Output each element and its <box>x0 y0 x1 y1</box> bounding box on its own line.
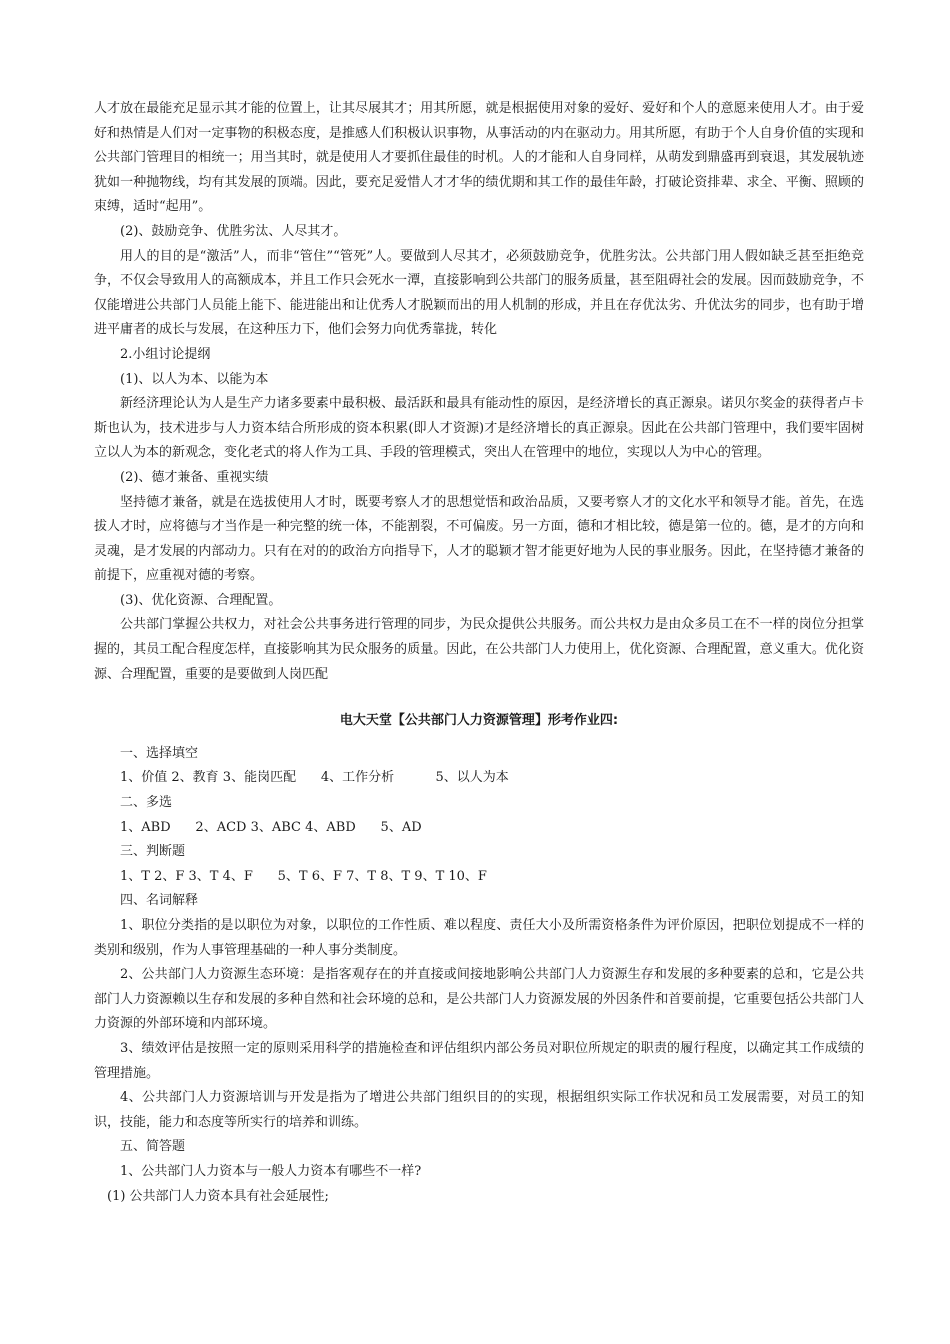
paragraph-people-oriented: 新经济理论认为人是生产力诸多要素中最积极、最活跃和最具有能动性的原因，是经济增长的真正源泉。诺贝尔奖金的获得者卢卡斯也认为，技术进步与人力资本结合所形成的资本积累(即人才资源)才是经济增长的真正源泉。因此在公共部门管理中，我们要牢固树立以人为本的新观念，变化老式的将人作为工具、手段的管理模式，突出人在管理中的地位，实现以人为中心的管理。 <box>94 396 864 461</box>
definition-position-classification: 1、职位分类指的是以职位为对象，以职位的工作性质、难以程度、责任大小及所需资格条件为评价原因，把职位划提成不一样的类别和级别，作为人事管理基础的一种人事分类制度。 <box>94 918 864 958</box>
assignment-title: 电大天堂【公共部门人力资源管理】形考作业四: <box>339 713 619 729</box>
heading-true-false: 三、判断题 <box>120 844 186 860</box>
heading-virtue-talent: (2)、德才兼备、重视实绩 <box>120 469 269 485</box>
heading-short-answer: 五、简答题 <box>120 1139 186 1155</box>
heading-optimize-resources: (3)、优化资源、合理配置。 <box>120 592 282 608</box>
heading-multiple-choice: 二、多选 <box>120 795 173 811</box>
heading-people-oriented: (1)、以人为本、以能为本 <box>120 371 269 387</box>
paragraph-optimize-resources: 公共部门掌握公共权力，对社会公共事务进行管理的同步，为民众提供公共服务。而公共权力是由众多员工在不一样的岗位分担掌握的，其员工配合程度怎样，直接影响其为民众服务的质量。因此，在公共部门人力使用上，优化资源、合理配置，意义重大。优化资源、合理配置，重要的是要做到人岗匹配 <box>94 617 864 682</box>
answer-1-point-1: (1) 公共部门人力资本具有社会延展性; <box>107 1188 329 1204</box>
document-page <box>94 97 864 1209</box>
heading-discussion-outline: 2.小组讨论提纲 <box>120 346 211 362</box>
question-1: 1、公共部门人力资本与一般人力资本有哪些不一样? <box>120 1163 422 1179</box>
heading-fill-in: 一、选择填空 <box>120 745 199 761</box>
answers-multiple-choice: 1、ABD 2、ACD 3、ABC 4、ABD 5、AD <box>120 819 422 835</box>
heading-definitions: 四、名词解释 <box>120 893 199 909</box>
answers-true-false: 1、T 2、F 3、T 4、F 5、T 6、F 7、T 8、T 9、T 10、F <box>120 868 487 884</box>
paragraph-virtue-talent: 坚持德才兼备，就是在选拔使用人才时，既要考察人才的思想觉悟和政治品质，又要考察人才的文化水平和领导才能。首先，在选拔人才时，应将德与才当作是一种完整的统一体，不能割裂，不可偏废。另一方面，德和才相比较，德是第一位的。德，是才的方向和灵魂，是才发展的内部动力。只有在对的的政治方向指导下，人才的聪颖才智才能更好地为人民的事业服务。因此，在坚持德才兼备的前提下，应重视对德的考察。 <box>94 494 864 584</box>
definition-ecological-environment: 2、公共部门人力资源生态环境：是指客观存在的并直接或间接地影响公共部门人力资源生存和发展的多种要素的总和，它是公共部门人力资源赖以生存和发展的多种自然和社会环境的总和，是公共部门人力资源发展的外因条件和首要前提，它重要包括公共部门人力资源的外部环境和内部环境。 <box>94 967 864 1032</box>
paragraph-competition: 用人的目的是“激活”人，而非“管住”“管死”人。要做到人尽其才，必须鼓励竞争，优胜劣汰。公共部门用人假如缺乏甚至拒绝竞争，不仅会导致用人的高额成本，并且工作只会死水一潭，直接影响到公共部门的服务质量，甚至阻碍社会的发展。因而鼓励竞争，不仅能增进公共部门人员能上能下、能进能出和让优秀人才脱颖而出的用人机制的形成，并且在存优汰劣、升优汰劣的同步，也有助于增进平庸者的成长与发展，在这种压力下，他们会努力向优秀靠拢，转化 <box>94 248 864 338</box>
answers-fill-in: 1、价值 2、教育 3、能岗匹配 4、工作分析 5、以人为本 <box>120 770 509 786</box>
definition-performance-evaluation: 3、绩效评估是按照一定的原则采用科学的措施检查和评估组织内部公务员对职位所规定的职责的履行程度，以确定其工作成绩的管理措施。 <box>94 1040 864 1081</box>
paragraph-talent-placement: 人才放在最能充足显示其才能的位置上，让其尽展其才；用其所愿，就是根据使用对象的爱好、爱好和个人的意愿来使用人才。由于爱好和热情是人们对一定事物的积极态度，是推感人们积极认识事物，从事活动的内在驱动力。用其所愿，有助于个人自身价值的实现和公共部门管理目的相统一；用当其时，就是使用人才要抓住最佳的时机。人的才能和人自身同样，从萌发到鼎盛再到衰退，其发展轨迹犹如一种抛物线，均有其发展的顶端。因此，要充足爱惜人才才华的绩优期和其工作的最佳年龄，打破论资排辈、求全、平衡、照顾的束缚，适时“起用”。 <box>94 101 864 215</box>
heading-encourage-competition: (2)、鼓励竞争、优胜劣汰、人尽其才。 <box>120 223 347 239</box>
definition-training-development: 4、公共部门人力资源培训与开发是指为了增进公共部门组织目的的实现，根据组织实际工作状况和员工发展需要，对员工的知识，技能，能力和态度等所实行的培养和训练。 <box>94 1090 864 1130</box>
